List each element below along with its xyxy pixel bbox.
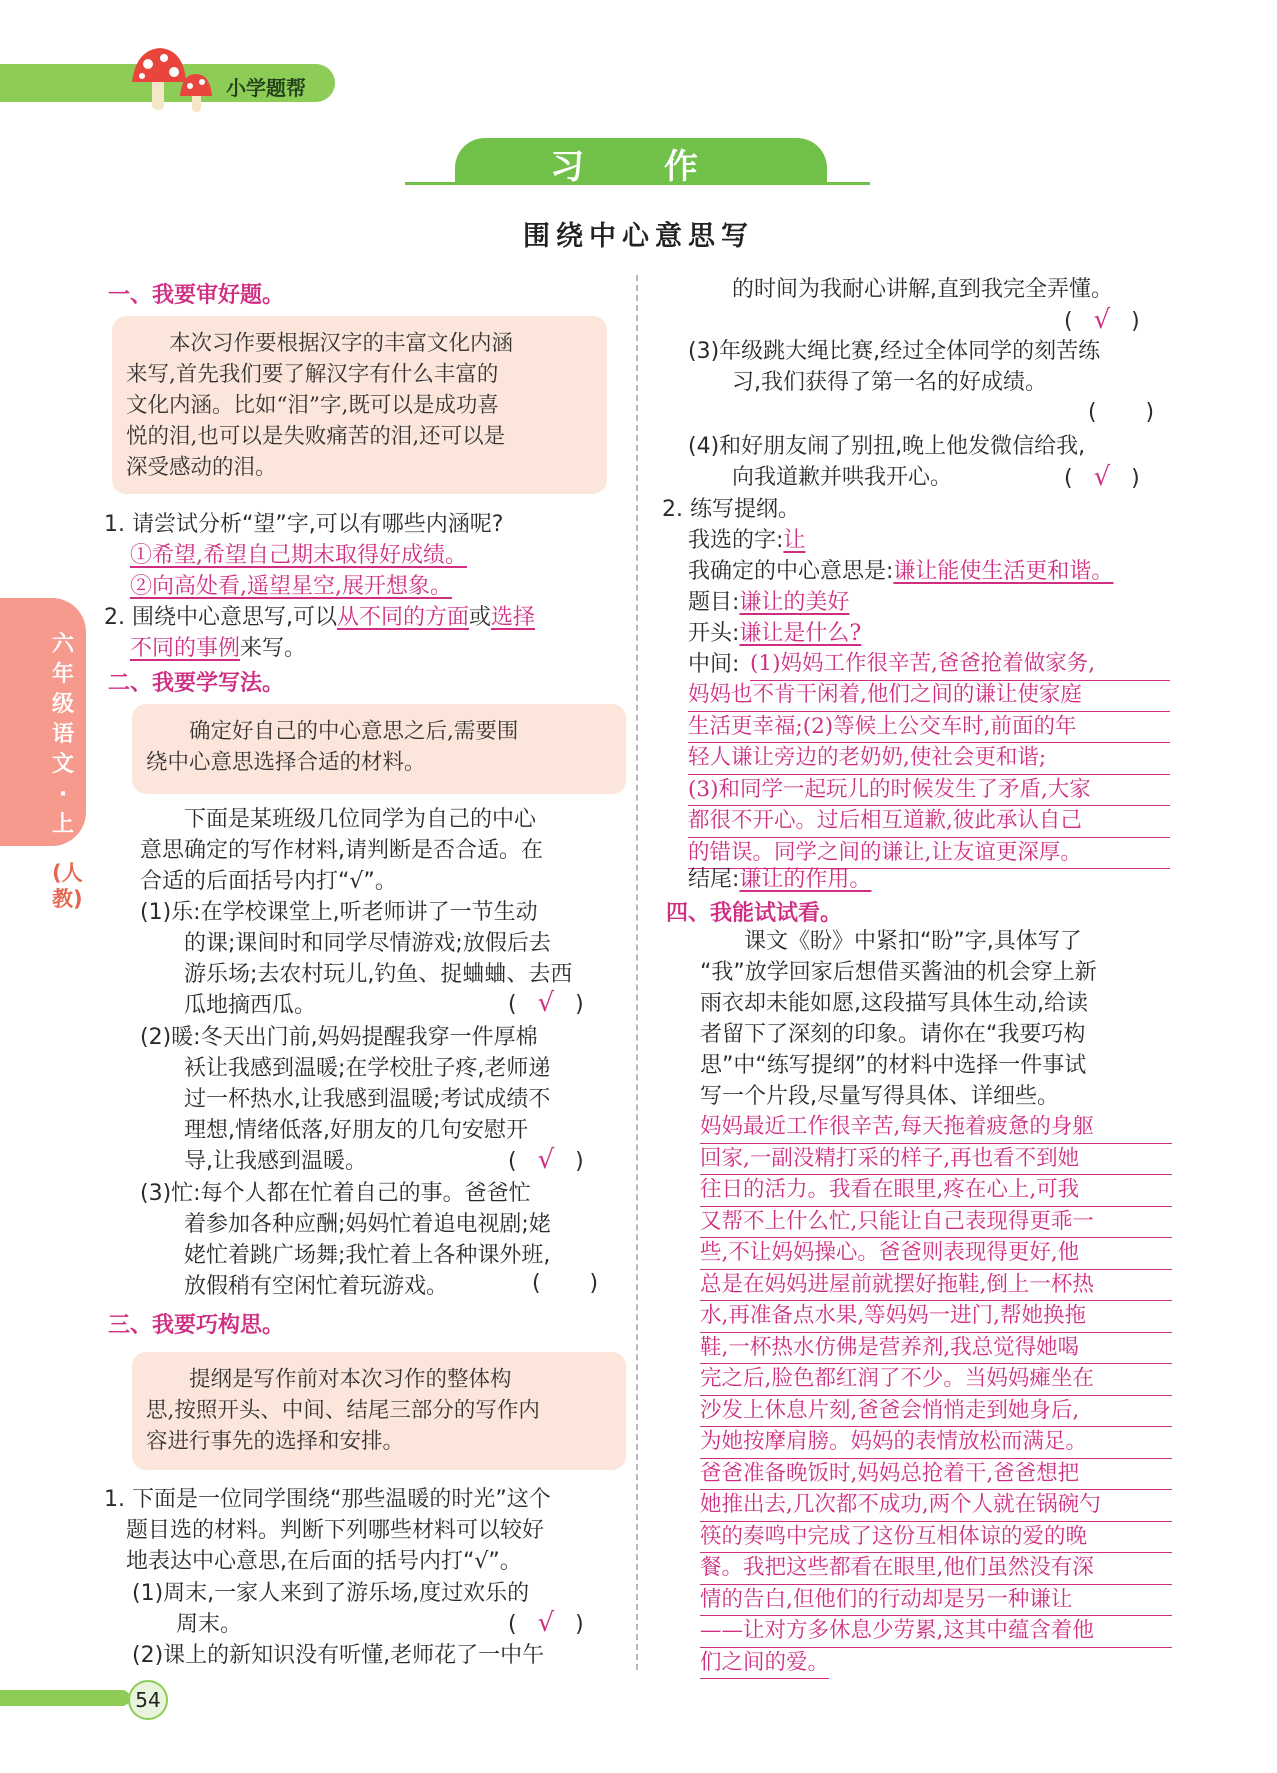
answer-line: (3)和同学一起玩儿的时候发生了矛盾,大家 xyxy=(688,775,1170,807)
item-line: (3)忙:每个人都在忙着自己的事。爸爸忙 xyxy=(140,1181,531,1206)
answer-line: 情的告白,但他们的行动却是另一种谦让 xyxy=(700,1585,1172,1617)
answer-line: 都很不开心。过后相互道歉,彼此承认自己 xyxy=(688,806,1170,838)
opening-row xyxy=(688,618,861,649)
middle-label: 中间: xyxy=(688,652,740,677)
intro-line: 合适的后面括号内打“√”。 xyxy=(140,869,397,894)
answer-line xyxy=(130,571,452,602)
answer-line: 为她按摩肩膀。妈妈的表情放松而满足。 xyxy=(700,1427,1172,1459)
answer-bracket: ( √ ) xyxy=(1064,462,1140,492)
page-title: 习 作 xyxy=(550,147,732,187)
answer-text: 谦让能使生活更和谐。 xyxy=(893,559,1114,584)
material-item-5: (2)课上的新知识没有听懂,老师花了一中午 xyxy=(132,1643,545,1668)
field-label: 题目: xyxy=(688,590,740,615)
answer-text: 选择 xyxy=(491,605,536,630)
tip-line: 确定好自己的中心意思之后,需要围 xyxy=(146,719,519,744)
answer-text: 从不同的方面 xyxy=(336,605,469,630)
item-line: (4)和好朋友闹了别扭,晚上他发微信给我, xyxy=(688,434,1086,459)
answer-line: 回家,一副没精打采的样子,再也看不到她 xyxy=(700,1144,1172,1176)
tip-line: 容进行事先的选择和安排。 xyxy=(146,1429,405,1454)
section-1-tip-box xyxy=(112,316,607,494)
prompt-line: 课文《盼》中紧扣“盼”字,具体写了 xyxy=(700,929,1082,954)
question-2 xyxy=(104,602,535,633)
item-line: 放假稍有空闲忙着玩游戏。 xyxy=(140,1274,449,1299)
answer-line: 总是在妈妈进屋前就摆好拖鞋,倒上一杯热 xyxy=(700,1270,1172,1302)
question-2-outline: 2. 练写提纲。 xyxy=(662,497,800,522)
question-1: 1. 请尝试分析“望”字,可以有哪些内涵呢? xyxy=(104,512,504,537)
page-number: 54 xyxy=(128,1680,168,1720)
item-line: 姥忙着跳广场舞;我忙着上各种课外班, xyxy=(140,1243,551,1268)
item-line: 习,我们获得了第一名的好成绩。 xyxy=(688,370,1047,395)
prompt-line: 思”中“练写提纲”的材料中选择一件事试 xyxy=(700,1053,1087,1078)
answer-bracket: ( ) xyxy=(532,1271,599,1296)
edition-label: (人教) xyxy=(52,861,83,911)
section-3-title: 三、我要巧构思。 xyxy=(108,1313,285,1338)
item-line: (3)年级跳大绳比赛,经过全体同学的刻苦练 xyxy=(688,339,1101,364)
answer-line: 的错误。同学之间的谦让,让友谊更深厚。 xyxy=(688,838,1170,870)
section-2-intro xyxy=(140,804,543,897)
answer-bracket: ( ) xyxy=(1088,400,1155,425)
intro-line: 意思确定的写作材料,请判断是否合适。在 xyxy=(140,838,543,863)
field-label: 开头: xyxy=(688,621,740,646)
center-idea-row xyxy=(688,556,1113,587)
answer-line: 妈妈也不肯干闲着,他们之间的谦让使家庭 xyxy=(688,680,1170,712)
section-3-tip-box xyxy=(132,1352,626,1470)
material-item-6 xyxy=(688,336,1100,398)
answer-line: 筷的奏鸣中完成了这份互相体谅的爱的晚 xyxy=(700,1522,1172,1554)
answer-bracket: ( √ ) xyxy=(508,1145,584,1175)
section-4-answer xyxy=(700,1112,1172,1679)
item-line: 瓜地摘西瓜。 xyxy=(140,993,317,1018)
answer-line: 们之间的爱。 xyxy=(700,1648,829,1680)
field-label: 我选的字: xyxy=(688,528,784,553)
check-mark: √ xyxy=(1093,305,1111,335)
answer-line: 些,不让妈妈操心。爸爸则表现得更好,他 xyxy=(700,1238,1172,1270)
answer-line: 轻人谦让旁边的老奶奶,使社会更和谐; xyxy=(688,743,1170,775)
answer-text: ②向高处看,遥望星空,展开想象。 xyxy=(130,574,452,599)
answer-line: 沙发上休息片刻,爸爸会悄悄走到她身后, xyxy=(700,1396,1172,1428)
answer-line: 爸爸准备晚饭时,妈妈总抢着干,爸爸想把 xyxy=(700,1459,1172,1491)
tip-line: 思,按照开头、中间、结尾三部分的写作内 xyxy=(146,1398,540,1423)
answer-line: 妈妈最近工作很辛苦,每天拖着疲惫的身躯 xyxy=(700,1112,1172,1144)
tip-line: 深受感动的泪。 xyxy=(126,455,277,480)
section-4-prompt xyxy=(700,926,1097,1112)
answer-bracket: ( √ ) xyxy=(508,1608,584,1638)
answer-line: 又帮不上什么忙,只能让自己表现得更乖一 xyxy=(700,1207,1172,1239)
section-2-tip-box xyxy=(132,704,626,794)
item-line: 的课;课间时和同学尽情游戏;放假后去 xyxy=(140,931,551,956)
item-line: (2)暖:冬天出门前,妈妈提醒我穿一件厚棉 xyxy=(140,1025,538,1050)
answer-line: 往日的活力。我看在眼里,疼在心上,可我 xyxy=(700,1175,1172,1207)
item-line: (1)乐:在学校课堂上,听老师讲了一节生动 xyxy=(140,900,538,925)
ending-row xyxy=(688,864,871,895)
item-line: 导,让我感到温暖。 xyxy=(140,1149,367,1174)
check-mark: √ xyxy=(537,1145,555,1175)
item-line: 着参加各种应酬;妈妈忙着追电视剧;姥 xyxy=(140,1212,551,1237)
tip-line: 本次习作要根据汉字的丰富文化内涵 xyxy=(126,331,514,356)
section-1-title: 一、我要审好题。 xyxy=(108,283,285,308)
answer-line xyxy=(130,540,467,571)
intro-line: 下面是某班级几位同学为自己的中心 xyxy=(140,807,537,832)
prompt-line: “我”放学回家后想借买酱油的机会穿上新 xyxy=(700,960,1097,985)
answer-text: 让 xyxy=(783,528,806,553)
answer-line: 鞋,一杯热水仿佛是营养剂,我总觉得她喝 xyxy=(700,1333,1172,1365)
question-line: 1. 下面是一位同学围绕“那些温暖的时光”这个 xyxy=(104,1487,551,1512)
tip-line: 来写,首先我们要了解汉字有什么丰富的 xyxy=(126,362,499,387)
field-label: 结尾: xyxy=(688,867,740,892)
answer-line: ——让对方多休息少劳累,这其中蕴含着他 xyxy=(700,1616,1172,1648)
field-label: 我确定的中心意思是: xyxy=(688,559,894,584)
material-item-2 xyxy=(140,1022,550,1177)
check-mark: √ xyxy=(1093,462,1111,492)
answer-line: 生活更幸福;(2)等候上公交车时,前面的年 xyxy=(688,712,1170,744)
question-text: 2. 围绕中心意思写,可以 xyxy=(104,605,337,630)
item-line: 向我道歉并哄我开心。 xyxy=(688,465,953,490)
check-mark: √ xyxy=(537,988,555,1018)
answer-line: (1)妈妈工作很辛苦,爸爸抢着做家务, xyxy=(750,649,1170,681)
page-subtitle: 围绕中心意思写 xyxy=(523,221,754,252)
topic-row xyxy=(688,587,849,618)
material-item-3 xyxy=(140,1178,551,1302)
answer-text: 谦让是什么? xyxy=(739,621,862,646)
section-4-title: 四、我能试试看。 xyxy=(666,901,843,926)
tip-line: 绕中心意思选择合适的材料。 xyxy=(146,750,426,775)
question-text: 或 xyxy=(469,605,492,630)
tip-line: 文化内涵。比如“泪”字,既可以是成功喜 xyxy=(126,393,499,418)
continued-line: 的时间为我耐心讲解,直到我完全弄懂。 xyxy=(732,277,1113,302)
middle-answer xyxy=(750,649,1170,681)
question-text: 来写。 xyxy=(240,636,307,661)
section-2-title: 二、我要学写法。 xyxy=(108,671,285,696)
material-item-4 xyxy=(132,1578,529,1640)
item-line: 周末。 xyxy=(132,1612,243,1637)
answer-text: 谦让的作用。 xyxy=(739,867,872,892)
item-line: 理想,情绪低落,好朋友的几句安慰开 xyxy=(140,1118,528,1143)
item-line: 袄让我感到温暖;在学校肚子疼,老师递 xyxy=(140,1056,551,1081)
footer-bar xyxy=(0,1690,130,1706)
prompt-line: 者留下了深刻的印象。请你在“我要巧构 xyxy=(700,1022,1086,1047)
question-line: 题目选的材料。判断下列哪些材料可以较好 xyxy=(104,1518,545,1543)
mushroom-logo-icon xyxy=(128,44,224,116)
answer-text: 不同的事例 xyxy=(130,636,241,661)
prompt-line: 雨衣却未能如愿,这段描写具体生动,给读 xyxy=(700,991,1088,1016)
answer-line: 完之后,脸色都红润了不少。当妈妈瘫坐在 xyxy=(700,1364,1172,1396)
middle-answer-cont xyxy=(688,680,1170,869)
prompt-line: 写一个片段,尽量写得具体、详细些。 xyxy=(700,1084,1059,1109)
item-line: (1)周末,一家人来到了游乐场,度过欢乐的 xyxy=(132,1581,530,1606)
check-mark: √ xyxy=(537,1608,555,1638)
answer-line: 水,再准备点水果,等妈妈一进门,帮她换拖 xyxy=(700,1301,1172,1333)
section-3-question-1 xyxy=(104,1484,551,1577)
question-2-cont xyxy=(130,633,306,664)
item-line: 游乐场;去农村玩儿,钓鱼、捉蛐蛐、去西 xyxy=(140,962,573,987)
material-item-7 xyxy=(688,431,1085,493)
tip-line: 悦的泪,也可以是失败痛苦的泪,还可以是 xyxy=(126,424,506,449)
answer-line: 她推出去,几次都不成功,两个人就在锅碗勺 xyxy=(700,1490,1172,1522)
answer-text: 谦让的美好 xyxy=(739,590,850,615)
column-divider xyxy=(636,275,638,1670)
grade-label: 六年级语文·上 xyxy=(51,632,74,837)
answer-bracket: ( √ ) xyxy=(1064,305,1140,335)
brand-name: 小学题帮 xyxy=(226,76,306,100)
item-line: 过一杯热水,让我感到温暖;考试成绩不 xyxy=(140,1087,551,1112)
answer-bracket: ( √ ) xyxy=(508,988,584,1018)
answer-text: ①希望,希望自己期末取得好成绩。 xyxy=(130,543,467,568)
chosen-char-row xyxy=(688,525,805,556)
answer-line: 餐。我把这些都看在眼里,他们虽然没有深 xyxy=(700,1553,1172,1585)
question-line: 地表达中心意思,在后面的括号内打“√”。 xyxy=(104,1549,522,1574)
tip-line: 提纲是写作前对本次习作的整体构 xyxy=(146,1367,512,1392)
